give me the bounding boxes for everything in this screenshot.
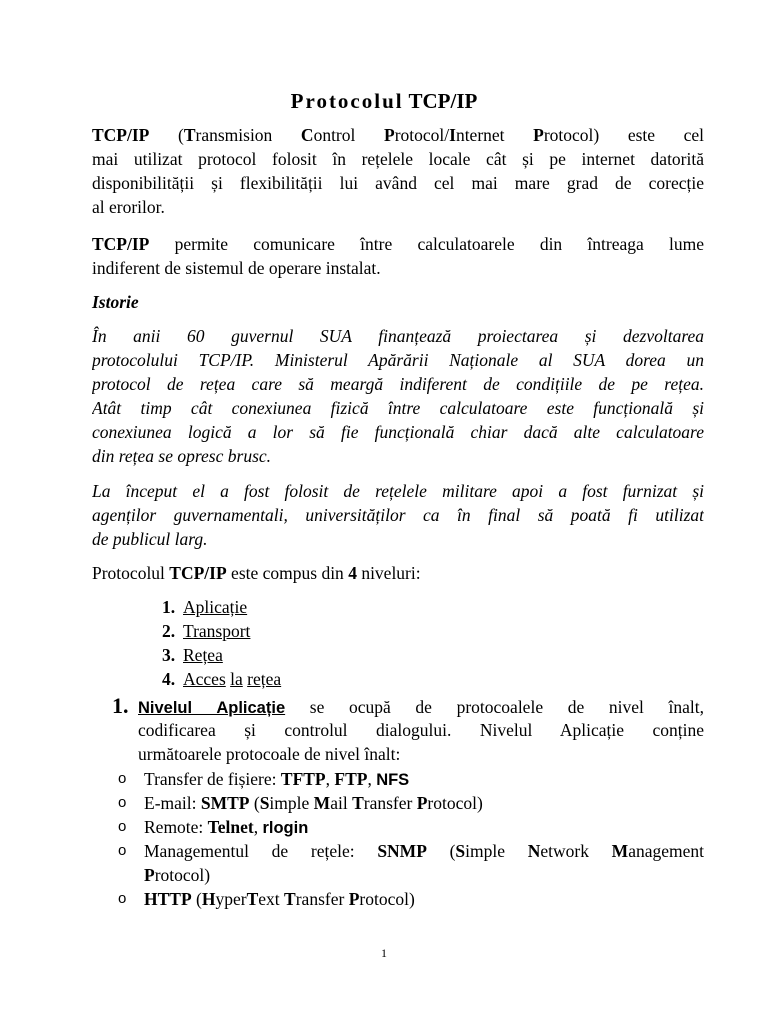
composition-line: Protocolul TCP/IP este compus din 4 niveluri:: [92, 563, 421, 583]
history-paragraph-2: [92, 479, 704, 551]
list-item: o E-mail: SMTP (Simple Mail Transfer Protocol): [118, 793, 483, 813]
paragraph-2-line-1: TCP/IP permite comunicare între calculatoarele din întreaga lume: [92, 234, 704, 254]
list-item: 1. Aplicație: [162, 597, 248, 617]
history-p1-line-3: protocol de rețea care să meargă indiferent de condițiile de pe rețea.: [92, 374, 704, 394]
list-item: 2. Transport: [162, 621, 251, 641]
section-1-line-1: 1. Nivelul Aplicație se ocupă de protocoalele de nivel înalt,: [112, 694, 704, 718]
list-item: 4. Acces la rețea: [162, 669, 282, 689]
list-item: o HTTP (HyperText Transfer Protocol): [118, 889, 415, 909]
intro-line-2: mai utilizat protocol folosit în rețelele locale cât și pe internet datorită: [92, 149, 704, 169]
list-item: o Managementul de rețele: SNMP (Simple Network Management Protocol): [118, 841, 704, 885]
intro-line-3: disponibilității și flexibilității lui având cel mai mare grad de corecție: [92, 173, 704, 193]
list-item: 3. Rețea: [162, 645, 223, 665]
history-p2-line-1: La început el a fost folosit de rețelele militare apoi a fost furnizat și: [92, 481, 704, 501]
paragraph-2: [92, 232, 704, 280]
section-1-line-3: următoarele protocoale de nivel înalt:: [138, 744, 401, 764]
page-number: 1: [381, 946, 387, 960]
history-paragraph-1: [92, 324, 704, 468]
history-p1-line-6: din rețea se opresc brusc.: [92, 446, 272, 466]
history-p2-line-3: de publicul larg.: [92, 529, 208, 549]
section-application-layer: [112, 694, 704, 766]
list-item: o Remote: Telnet, rlogin: [118, 817, 309, 837]
intro-line-1: TCP/IP (Transmision Control Protocol/Internet Protocol) este cel: [92, 125, 704, 145]
list-item: o Transfer de fișiere: TFTP, FTP, NFS: [118, 769, 410, 789]
history-p1-line-2: protocolului TCP/IP. Ministerul Apărării Naționale al SUA dorea un: [92, 350, 704, 370]
page-title: Protocolul TCP/IP: [290, 89, 478, 113]
paragraph-2-line-2: indiferent de sistemul de operare instalat.: [92, 258, 381, 278]
intro-line-4: al erorilor.: [92, 197, 165, 217]
section-1-line-2: codificarea și controlul dialogului. Nivelul Aplicație conține: [138, 720, 704, 740]
history-p1-line-1: În anii 60 guvernul SUA finanțează proiectarea și dezvoltarea: [92, 326, 704, 346]
history-p1-line-4: Atât timp cât conexiunea fizică între calculatoare este funcțională și: [92, 398, 704, 418]
intro-paragraph: [92, 123, 704, 219]
history-heading: Istorie: [92, 292, 139, 312]
history-p2-line-2: agenților guvernamentali, universităților ca în final să poată fi utilizat: [92, 505, 704, 525]
history-p1-line-5: conexiunea logică a lor să fie funcțională chiar dacă alte calculatoare: [92, 422, 704, 442]
protocol-bullets: [118, 767, 704, 911]
levels-list: [162, 595, 281, 691]
